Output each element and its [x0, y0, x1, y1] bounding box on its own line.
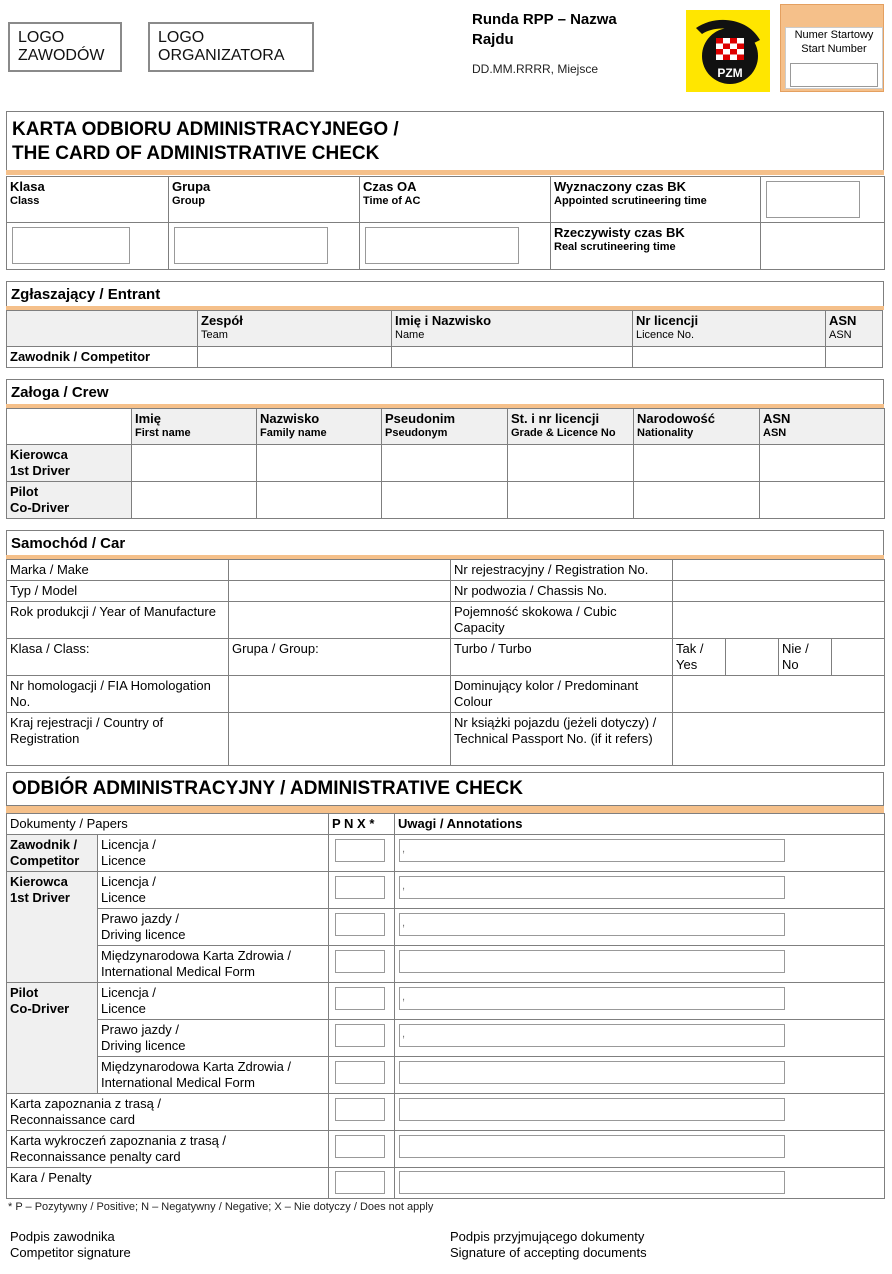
- turbo-yes-cell[interactable]: [726, 639, 779, 676]
- team-label-en: Team: [201, 329, 228, 341]
- homologation-cell[interactable]: [229, 676, 451, 713]
- annotation-cell: [395, 1094, 885, 1131]
- crew-col-family-name: [257, 409, 382, 445]
- entrant-table: [6, 310, 883, 368]
- admin-title: ODBIÓR ADMINISTRACYJNY / ADMINISTRATIVE CHECK: [12, 778, 523, 799]
- driver-family-name-cell[interactable]: [257, 445, 382, 482]
- pzm-logo-text: PZM: [717, 66, 743, 80]
- start-number-label-pl: Numer Startowy: [794, 29, 874, 41]
- competitor-signature-label: Podpis zawodnika: [10, 1229, 115, 1244]
- make-label: Marka / Make: [7, 560, 229, 581]
- pnx-cell: [329, 1094, 395, 1131]
- competitor-name-cell[interactable]: [392, 347, 633, 368]
- pnx-cell: [329, 909, 395, 946]
- accepting-signature: [450, 1229, 647, 1261]
- car-title-box: [6, 530, 884, 556]
- card-title-box: [6, 111, 884, 171]
- crew-col-label: Imię: [135, 411, 162, 426]
- doc-medical-form: [98, 946, 329, 983]
- group-label-en: 1st Driver: [10, 890, 70, 905]
- doc-label: Licencja /: [101, 837, 156, 852]
- time-ac-header: [360, 177, 551, 223]
- group-label-en: Group: [172, 195, 205, 207]
- annotation-field[interactable]: [399, 839, 785, 862]
- asn-label: ASN: [829, 313, 857, 328]
- crew-col-asn: [760, 409, 885, 445]
- group-field[interactable]: [174, 227, 328, 264]
- capacity-cell[interactable]: [673, 602, 885, 639]
- group-label-en: Competitor: [10, 853, 80, 868]
- doc-label: Międzynarodowa Karta Zdrowia /: [101, 1059, 292, 1074]
- start-number-inner: [785, 27, 883, 89]
- doc-label: Międzynarodowa Karta Zdrowia /: [101, 948, 292, 963]
- pzm-emblem-icon: [686, 10, 770, 92]
- driver-grade-cell[interactable]: [508, 445, 634, 482]
- logo-organizer-line1: LOGO: [158, 29, 205, 46]
- crew-col-label-en: Family name: [260, 427, 327, 439]
- competitor-team-cell[interactable]: [198, 347, 392, 368]
- annotation-cell: [395, 872, 885, 909]
- rally-title-line2: Rajdu: [472, 31, 514, 48]
- car-class-label: Klasa / Class:: [7, 639, 229, 676]
- driver-nationality-cell[interactable]: [634, 445, 760, 482]
- logo-organizer-line2: ORGANIZATORA: [158, 47, 285, 64]
- doc-licence: [98, 983, 329, 1020]
- driver-asn-cell[interactable]: [760, 445, 885, 482]
- annotation-field[interactable]: [399, 1135, 785, 1158]
- team-header: [198, 311, 392, 347]
- papers-header: Dokumenty / Papers: [7, 814, 329, 835]
- time-ac-field[interactable]: [365, 227, 519, 264]
- class-cell: [7, 223, 169, 270]
- pnx-field[interactable]: [335, 1061, 385, 1084]
- name-label: Imię i Nazwisko: [395, 313, 492, 328]
- annotation-value: ,: [402, 917, 406, 929]
- turbo-no-label: Nie / No: [779, 639, 832, 676]
- annotation-cell: [395, 983, 885, 1020]
- appointed-time-label-en: Appointed scrutineering time: [554, 195, 707, 207]
- crew-col-label-en: Grade & Licence No: [511, 427, 616, 439]
- annotation-field[interactable]: [399, 876, 785, 899]
- annotation-cell: [395, 1131, 885, 1168]
- real-time-cell[interactable]: [761, 223, 885, 270]
- pnx-field[interactable]: [335, 1024, 385, 1047]
- entrant-title: Zgłaszający / Entrant: [11, 286, 161, 303]
- colour-label: Dominujący kolor / Predominant Colour: [451, 676, 673, 713]
- competitor-row-label: Zawodnik / Competitor: [7, 347, 198, 368]
- doc-label: Kara / Penalty: [10, 1170, 92, 1185]
- competitor-signature-label-en: Competitor signature: [10, 1245, 131, 1260]
- doc-label: Karta wykroczeń zapoznania z trasą /: [10, 1133, 227, 1148]
- codriver-pseudonym-cell[interactable]: [382, 482, 508, 519]
- car-group-label: Grupa / Group:: [229, 639, 451, 676]
- crew-corner: [7, 409, 132, 445]
- doc-label-en: Licence: [101, 853, 146, 868]
- title-accent-line: [6, 170, 884, 175]
- group-label: Zawodnik /: [10, 837, 78, 852]
- pnx-field[interactable]: [335, 1135, 385, 1158]
- name-label-en: Name: [395, 329, 425, 341]
- annotation-value: ,: [402, 880, 406, 892]
- year-cell[interactable]: [229, 602, 451, 639]
- footnote: * P – Pozytywny / Positive; N – Negatywny / Negative; X – Nie dotyczy / Does not apply: [8, 1201, 434, 1213]
- registration-label: Nr rejestracyjny / Registration No.: [451, 560, 673, 581]
- licence-label-en: Licence No.: [636, 329, 695, 341]
- capacity-label: Pojemność skokowa / Cubic Capacity: [451, 602, 673, 639]
- competitor-asn-cell[interactable]: [826, 347, 883, 368]
- doc-label-en: International Medical Form: [101, 964, 255, 979]
- pnx-field[interactable]: [335, 876, 385, 899]
- car-title: Samochód / Car: [11, 535, 126, 552]
- competitor-licence-cell[interactable]: [633, 347, 826, 368]
- crew-row-label-en: 1st Driver: [10, 463, 70, 478]
- class-label-en: Class: [10, 195, 40, 207]
- appointed-time-header: [551, 177, 761, 223]
- make-cell[interactable]: [229, 560, 451, 581]
- pnx-field[interactable]: [335, 839, 385, 862]
- pnx-cell: [329, 1057, 395, 1094]
- chassis-label: Nr podwozia / Chassis No.: [451, 581, 673, 602]
- logo-organizer: [148, 22, 314, 72]
- chassis-cell[interactable]: [673, 581, 885, 602]
- licence-header: [633, 311, 826, 347]
- timing-table: [6, 176, 885, 270]
- crew-col-label-en: Pseudonym: [385, 427, 448, 439]
- doc-penalty: [7, 1168, 329, 1199]
- country-label: Kraj rejestracji / Country of Registration: [7, 713, 229, 766]
- pnx-cell: [329, 983, 395, 1020]
- card-title: [7, 112, 883, 169]
- team-label: Zespół: [201, 313, 243, 328]
- class-header: [7, 177, 169, 223]
- doc-label: Licencja /: [101, 874, 156, 889]
- crew-col-label: St. i nr licencji: [511, 411, 600, 426]
- crew-col-grade: [508, 409, 634, 445]
- pnx-cell: [329, 835, 395, 872]
- crew-row-driver: [7, 445, 132, 482]
- admin-accent-line: [6, 806, 884, 813]
- logo-event-line2: ZAWODÓW: [18, 47, 105, 64]
- appointed-time-cell: [761, 177, 885, 223]
- group-header: [169, 177, 360, 223]
- group-competitor: [7, 835, 98, 872]
- asn-label-en: ASN: [829, 329, 852, 341]
- crew-col-label: Narodowość: [637, 411, 716, 426]
- rally-title-line1: Runda RPP – Nazwa: [472, 11, 617, 28]
- codriver-nationality-cell[interactable]: [634, 482, 760, 519]
- pzm-logo: [686, 10, 770, 92]
- entrant-title-box: [6, 281, 884, 307]
- crew-title-box: [6, 379, 884, 405]
- doc-licence: [98, 835, 329, 872]
- doc-label: Prawo jazdy /: [101, 1022, 180, 1037]
- codriver-first-name-cell[interactable]: [132, 482, 257, 519]
- codriver-family-name-cell[interactable]: [257, 482, 382, 519]
- annotation-value: ,: [402, 991, 406, 1003]
- doc-label-en: Driving licence: [101, 1038, 186, 1053]
- annotation-field[interactable]: [399, 987, 785, 1010]
- passport-label: Nr książki pojazdu (jeżeli dotyczy) / Technical Passport No. (if it refers): [451, 713, 673, 766]
- turbo-yes-label: Tak / Yes: [673, 639, 726, 676]
- colour-cell[interactable]: [673, 676, 885, 713]
- admin-table: [6, 813, 885, 1199]
- annotation-field[interactable]: [399, 1061, 785, 1084]
- real-time-label-en: Real scrutineering time: [554, 241, 676, 253]
- doc-label: Prawo jazdy /: [101, 911, 180, 926]
- pnx-cell: [329, 1020, 395, 1057]
- annotations-header: Uwagi / Annotations: [395, 814, 885, 835]
- country-cell[interactable]: [229, 713, 451, 766]
- group-label: Pilot: [10, 985, 39, 1000]
- real-time-label: Rzeczywisty czas BK: [554, 225, 685, 240]
- annotation-field[interactable]: [399, 950, 785, 973]
- pnx-cell: [329, 872, 395, 909]
- start-number-field[interactable]: [790, 63, 878, 87]
- logo-event-line1: LOGO: [18, 29, 65, 46]
- annotation-cell: [395, 835, 885, 872]
- asn-header: [826, 311, 883, 347]
- crew-row-codriver: [7, 482, 132, 519]
- group-codriver: [7, 983, 98, 1094]
- annotation-field[interactable]: [399, 1171, 785, 1194]
- pnx-field[interactable]: [335, 1098, 385, 1121]
- crew-table: [6, 408, 885, 519]
- group-label: Grupa: [172, 179, 211, 194]
- crew-row-label-en: Co-Driver: [10, 500, 70, 515]
- appointed-time-field[interactable]: [766, 181, 860, 218]
- crew-col-label: ASN: [763, 411, 791, 426]
- time-ac-label-en: Time of AC: [363, 195, 421, 207]
- driver-first-name-cell[interactable]: [132, 445, 257, 482]
- driver-pseudonym-cell[interactable]: [382, 445, 508, 482]
- crew-col-pseudonym: [382, 409, 508, 445]
- pnx-cell: [329, 1168, 395, 1199]
- crew-title: Załoga / Crew: [11, 384, 109, 401]
- year-label: Rok produkcji / Year of Manufacture: [7, 602, 229, 639]
- start-number-box: [780, 4, 884, 92]
- logo-event: [8, 22, 122, 72]
- crew-col-label-en: Nationality: [637, 427, 694, 439]
- time-ac-label: Czas OA: [363, 179, 417, 194]
- pnx-header: P N X *: [329, 814, 395, 835]
- card-title-line1: KARTA ODBIORU ADMINISTRACYJNEGO /: [12, 119, 399, 140]
- doc-driving-licence: [98, 1020, 329, 1057]
- homologation-label: Nr homologacji / FIA Homologation No.: [7, 676, 229, 713]
- turbo-no-cell[interactable]: [832, 639, 885, 676]
- turbo-label: Turbo / Turbo: [451, 639, 673, 676]
- codriver-asn-cell[interactable]: [760, 482, 885, 519]
- annotation-value: ,: [402, 843, 406, 855]
- annotation-cell: [395, 1020, 885, 1057]
- annotation-field[interactable]: [399, 1098, 785, 1121]
- crew-col-label-en: ASN: [763, 427, 787, 439]
- crew-col-label-en: First name: [135, 427, 191, 439]
- crew-col-first-name: [132, 409, 257, 445]
- doc-licence: [98, 872, 329, 909]
- pnx-cell: [329, 1131, 395, 1168]
- crew-row-label: Pilot: [10, 484, 39, 499]
- doc-driving-licence: [98, 909, 329, 946]
- licence-label: Nr licencji: [636, 313, 699, 328]
- doc-label-en: International Medical Form: [101, 1075, 255, 1090]
- annotation-value: ,: [402, 1028, 406, 1040]
- annotation-field[interactable]: [399, 1024, 785, 1047]
- rally-date-place: DD.MM.RRRR, Miejsce: [472, 62, 598, 76]
- pnx-field[interactable]: [335, 950, 385, 973]
- model-label: Typ / Model: [7, 581, 229, 602]
- doc-label-en: Driving licence: [101, 927, 186, 942]
- admin-title-box: [6, 772, 884, 806]
- entrant-corner: [7, 311, 198, 347]
- crew-row-label: Kierowca: [10, 447, 68, 462]
- group-driver: [7, 872, 98, 983]
- doc-label-en: Reconnaissance card: [10, 1112, 136, 1127]
- doc-label-en: Reconnaissance penalty card: [10, 1149, 181, 1164]
- annotation-cell: [395, 946, 885, 983]
- start-number-label-en: Start Number: [801, 43, 867, 55]
- passport-cell[interactable]: [673, 713, 885, 766]
- group-label: Kierowca: [10, 874, 68, 889]
- group-label-en: Co-Driver: [10, 1001, 70, 1016]
- doc-label: Licencja /: [101, 985, 156, 1000]
- pnx-field[interactable]: [335, 913, 385, 936]
- doc-recon-card: [7, 1094, 329, 1131]
- doc-recon-penalty-card: [7, 1131, 329, 1168]
- crew-col-label: Nazwisko: [260, 411, 320, 426]
- accepting-signature-label-en: Signature of accepting documents: [450, 1245, 647, 1260]
- car-table: [6, 559, 885, 766]
- doc-label-en: Licence: [101, 1001, 146, 1016]
- time-ac-cell: [360, 223, 551, 270]
- annotation-cell: [395, 909, 885, 946]
- card-title-line2: THE CARD OF ADMINISTRATIVE CHECK: [12, 143, 380, 164]
- crew-col-nationality: [634, 409, 760, 445]
- rally-info: [472, 10, 672, 76]
- doc-medical-form: [98, 1057, 329, 1094]
- name-header: [392, 311, 633, 347]
- group-cell: [169, 223, 360, 270]
- doc-label-en: Licence: [101, 890, 146, 905]
- doc-label: Karta zapoznania z trasą /: [10, 1096, 162, 1111]
- registration-cell[interactable]: [673, 560, 885, 581]
- annotation-cell: [395, 1168, 885, 1199]
- appointed-time-label: Wyznaczony czas BK: [554, 179, 686, 194]
- accepting-signature-label: Podpis przyjmującego dokumenty: [450, 1229, 645, 1244]
- model-cell[interactable]: [229, 581, 451, 602]
- annotation-cell: [395, 1057, 885, 1094]
- annotation-field[interactable]: [399, 913, 785, 936]
- competitor-signature: [10, 1229, 131, 1261]
- class-label: Klasa: [10, 179, 45, 194]
- pnx-field[interactable]: [335, 987, 385, 1010]
- codriver-grade-cell[interactable]: [508, 482, 634, 519]
- crew-col-label: Pseudonim: [385, 411, 456, 426]
- class-field[interactable]: [12, 227, 130, 264]
- pnx-field[interactable]: [335, 1171, 385, 1194]
- pnx-cell: [329, 946, 395, 983]
- real-time-header: [551, 223, 761, 270]
